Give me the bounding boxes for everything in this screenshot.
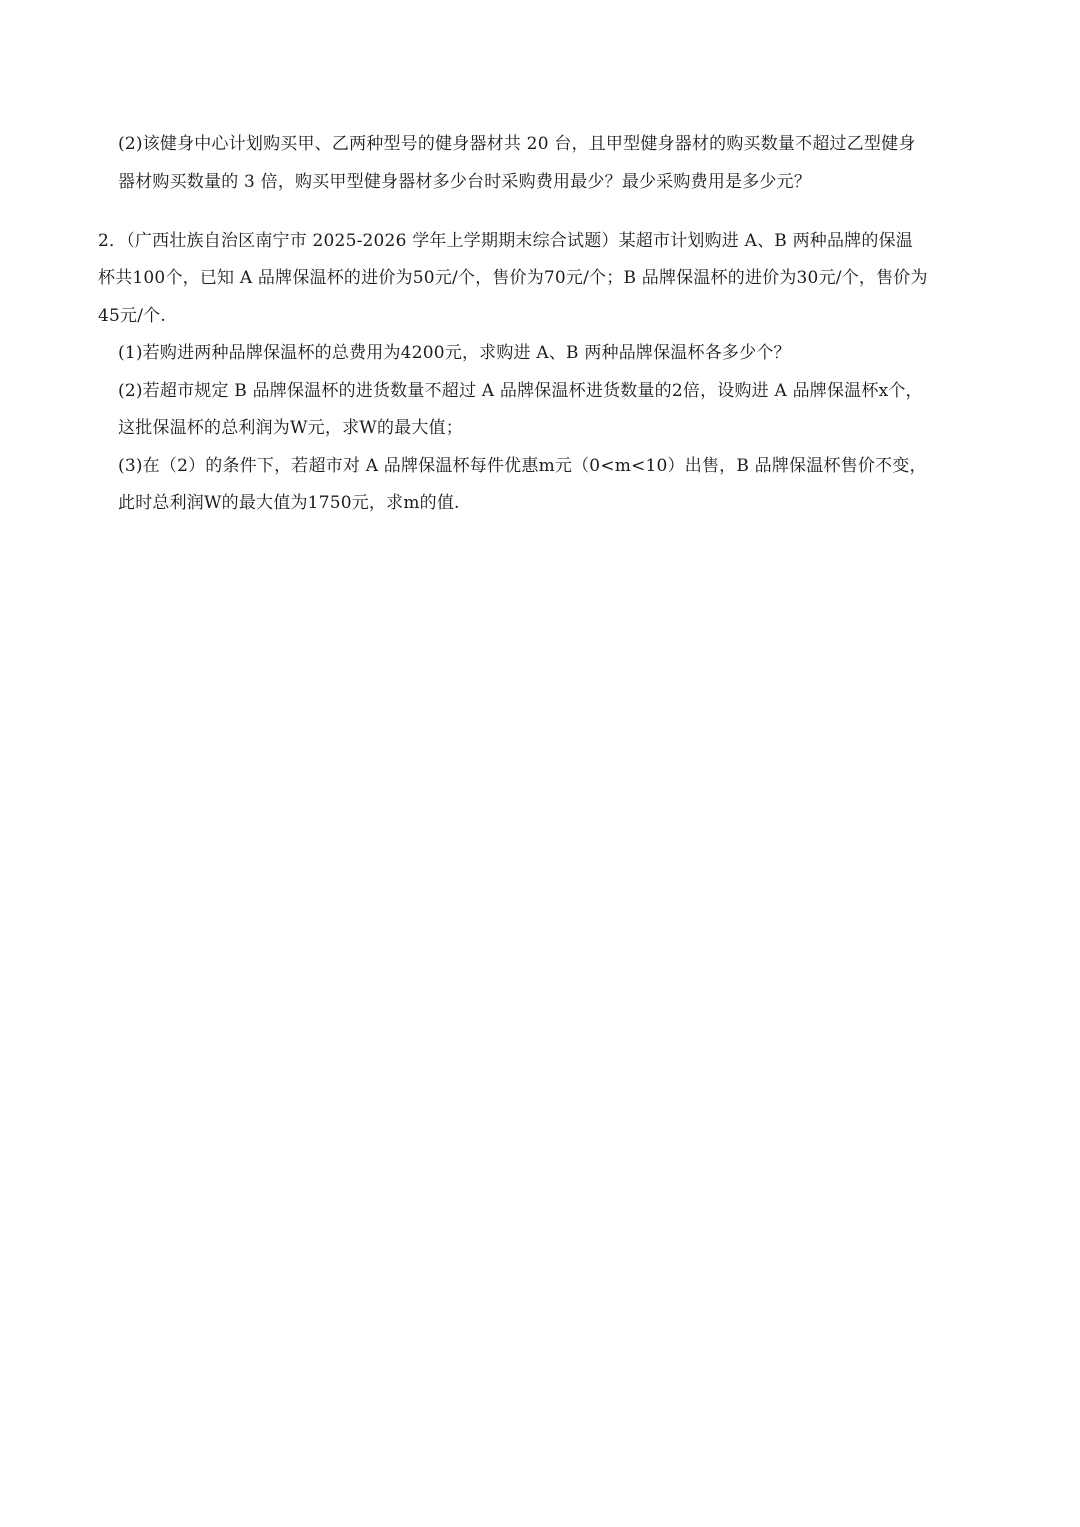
problem2-part2-line2: 这批保温杯的总利润为W元，求W的最大值； xyxy=(118,418,463,438)
problem1-part2-line2: 器材购买数量的 3 倍，购买甲型健身器材多少台时采购费用最少？最少采购费用是多少元？ xyxy=(118,172,812,192)
problem2-part2-line1: (2)若超市规定 B 品牌保温杯的进货数量不超过 A 品牌保温杯进货数量的2倍，设购进 A 品牌保温杯x个， xyxy=(118,381,923,401)
problem2-part1: (1)若购进两种品牌保温杯的总费用为4200元，求购进 A、B 两种品牌保温杯各多少个？ xyxy=(118,343,791,363)
problem2-stem-line3: 45元/个. xyxy=(98,306,166,326)
problem1-part2-line1: (2)该健身中心计划购买甲、乙两种型号的健身器材共 20 台，且甲型健身器材的购买数量不超过乙型健身 xyxy=(118,134,916,154)
problem2-part3-line1: (3)在（2）的条件下，若超市对 A 品牌保温杯每件优惠m元（0<m<10）出售，B 品牌保温杯售价不变， xyxy=(118,456,927,476)
problem2-stem-line2: 杯共100个，已知 A 品牌保温杯的进价为50元/个，售价为70元/个；B 品牌保温杯的进价为30元/个，售价为 xyxy=(98,268,928,288)
problem2-part3-line2: 此时总利润W的最大值为1750元，求m的值. xyxy=(118,493,460,513)
problem2-stem-line1: 2．（广西壮族自治区南宁市 2025-2026 学年上学期期末综合试题）某超市计划购进 A、B 两种品牌的保温 xyxy=(98,231,913,251)
